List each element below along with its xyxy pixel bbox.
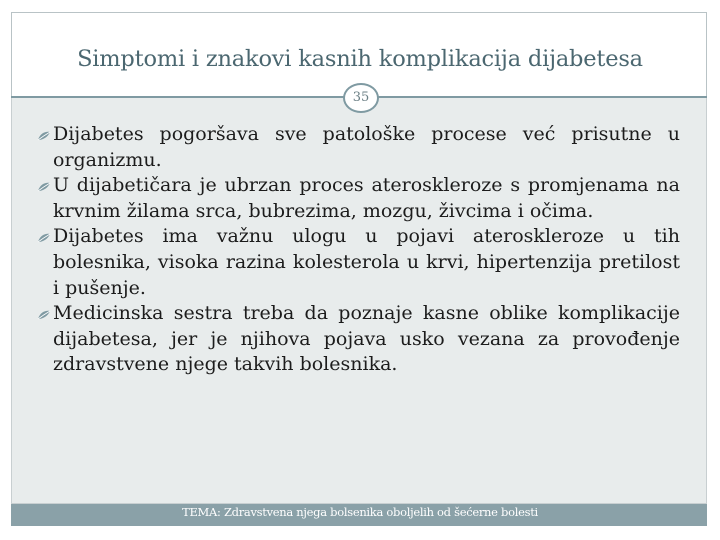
- bullet-text: U dijabetičara je ubrzan proces ateroskleroze s promjenama na krvnim žilama srca, bubrezima, mozgu, živcima i očima.: [53, 174, 680, 222]
- slide-title: Simptomi i znakovi kasnih komplikacija dijabetesa: [77, 46, 643, 72]
- leaf-bullet-icon: [37, 182, 51, 192]
- leaf-bullet-icon: [37, 131, 51, 141]
- footer-text: TEMA: Zdravstvena njega bolsenika oboljelih od šećerne bolesti: [182, 505, 538, 519]
- leaf-bullet-icon: [37, 310, 51, 320]
- bullet-item: [38, 301, 680, 378]
- bullet-text: Dijabetes pogoršava sve patološke procese već prisutne u organizmu.: [53, 123, 680, 171]
- bullet-text: Dijabetes ima važnu ulogu u pojavi ateroskleroze u tih bolesnika, visoka razina kolesterola u krvi, hipertenzija pretilost i pušenje.: [53, 225, 680, 299]
- bullet-list: [38, 122, 680, 378]
- leaf-bullet-icon: [37, 233, 51, 243]
- bullet-item: [38, 173, 680, 224]
- bullet-item: [38, 224, 680, 301]
- slide-number-badge: 35: [343, 83, 379, 113]
- bullet-text: Medicinska sestra treba da poznaje kasne oblike komplikacije dijabetesa, jer je njihova pojava usko vezana za provođenje zdravstvene njege takvih bolesnika.: [53, 302, 680, 376]
- bullet-item: [38, 122, 680, 173]
